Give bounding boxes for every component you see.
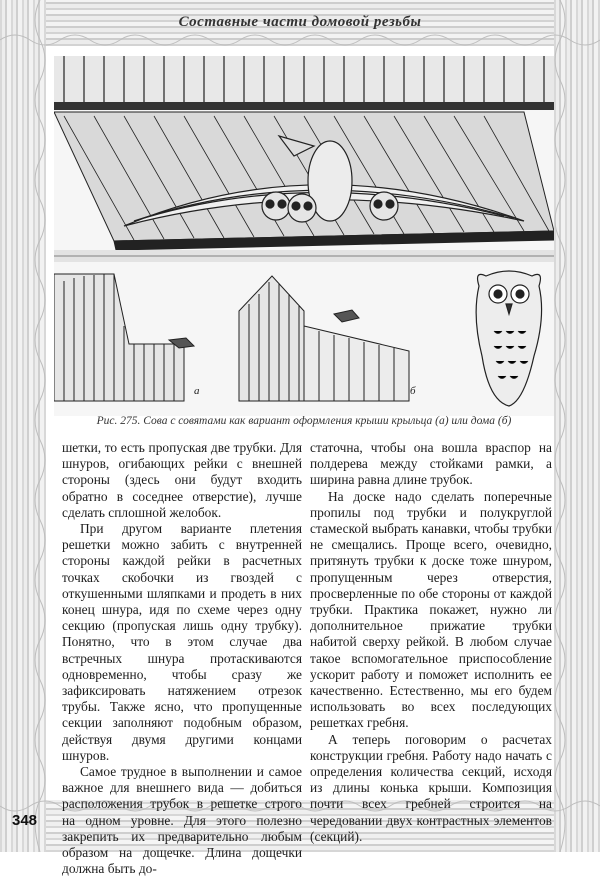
wall-siding xyxy=(54,56,554,102)
paragraph: статочна, чтобы она вошла враспор на полдерева между стойками рамки, а ширина равна длине трубок. xyxy=(310,440,552,488)
running-title: Составные части домовой резьбы xyxy=(178,14,422,30)
figure-275-illustration xyxy=(54,56,554,416)
figure-caption: Рис. 275. Сова с совятами как вариант оформления крыши крыльца (а) или дома (б) xyxy=(96,415,512,427)
paragraph: При другом варианте плетения решетки можно забить с внутренней стороны каждой рейки в расчетных точках скобочки из гвоздей с откушенными шляпками и продеть в них конец шнура, идя по схеме через одну секцию (пропуская лишь одну трубку). Понятно, что в этом случае два встречных шнура протаскиваются одновременно, чтобы сразу же зафиксировать натяжением отрезок трубы. Также ясно, что пропущенные секции заполняют подобным образом, действуя двумя другими концами шнуров. xyxy=(62,521,302,763)
paragraph: шетки, то есть пропуская две трубки. Для шнуров, огибающих рейки с внешней стороны (здесь они будут входить обратно в соседнее отверстие), лучше сделать сплошной желобок. xyxy=(62,440,302,520)
label-b: б xyxy=(410,385,416,397)
paragraph: На доске надо сделать поперечные пропилы под трубки и полукруглой стамеской выбрать канавки, чтобы трубки не смещались. Проще всего, очевидно, притянуть трубки к доске тоже шнуром, пропущенным через отверстия, просверленные по обе стороны от каждой трубки. Практика покажет, нужно ли дополнительное прижатие трубки набитой сверху рейкой. В любом случае такое вспомогательное приспособление ускорит работу и поможет исполнить ее качественно. Естественно, мы его будем использовать во всех последующих решетках гребня. xyxy=(310,488,552,731)
page-number: 348 xyxy=(12,812,38,829)
text-column-left xyxy=(62,440,302,877)
text-column-right xyxy=(310,440,552,845)
label-a: а xyxy=(194,385,200,397)
paragraph: А теперь поговорим о расчетах конструкции гребня. Работу надо начать с определения количества секций, исходя из длины конька крыши. Композиция почти всех гребней строится на чередовании двух контрастных элементов (секций). xyxy=(310,731,552,844)
paragraph: Самое трудное в выполнении и самое важное для внешнего вида — добиться расположения трубок в решетке строго на одном уровне. Для этого полезно закрепить их предварительно любым образом на дощечке. Длина дощечки должна быть до- xyxy=(62,764,302,877)
